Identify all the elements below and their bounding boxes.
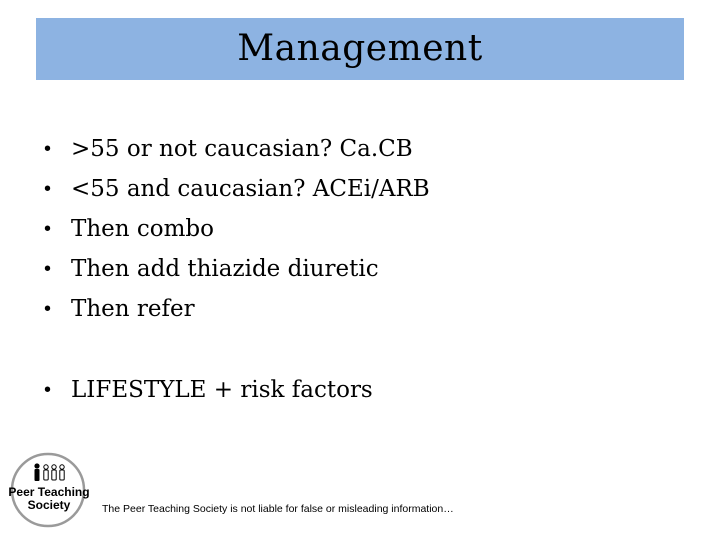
bullet-marker: •	[44, 138, 52, 160]
title-bar	[36, 18, 684, 80]
bullet-marker: •	[44, 178, 52, 200]
disclaimer-text: The Peer Teaching Society is not liable for false or misleading information…	[102, 503, 454, 515]
bullet-text: Then combo	[71, 216, 214, 242]
bullet-text: Then refer	[71, 296, 195, 322]
bullet-item	[44, 131, 430, 171]
bullet-text: Then add thiazide diuretic	[71, 256, 379, 282]
bullet-item	[44, 211, 430, 251]
bullet-text: <55 and caucasian? ACEi/ARB	[71, 176, 430, 202]
peer-teaching-society-logo	[8, 452, 90, 528]
bullet-item	[44, 171, 430, 211]
bullet-list	[44, 131, 430, 331]
lifestyle-bullet	[44, 372, 373, 412]
slide-title: Management	[237, 28, 483, 69]
logo-text-line2: Society	[27, 498, 71, 512]
bullet-marker: •	[44, 218, 52, 240]
bullet-marker: •	[44, 298, 52, 320]
bullet-item	[44, 291, 430, 331]
bullet-marker: •	[44, 258, 52, 280]
bullet-item	[44, 251, 430, 291]
bullet-marker: •	[44, 379, 52, 401]
bullet-text: >55 or not caucasian? Ca.CB	[71, 136, 413, 162]
logo-text-line1: Peer Teaching	[8, 485, 90, 499]
bullet-text: LIFESTYLE + risk factors	[71, 377, 373, 403]
